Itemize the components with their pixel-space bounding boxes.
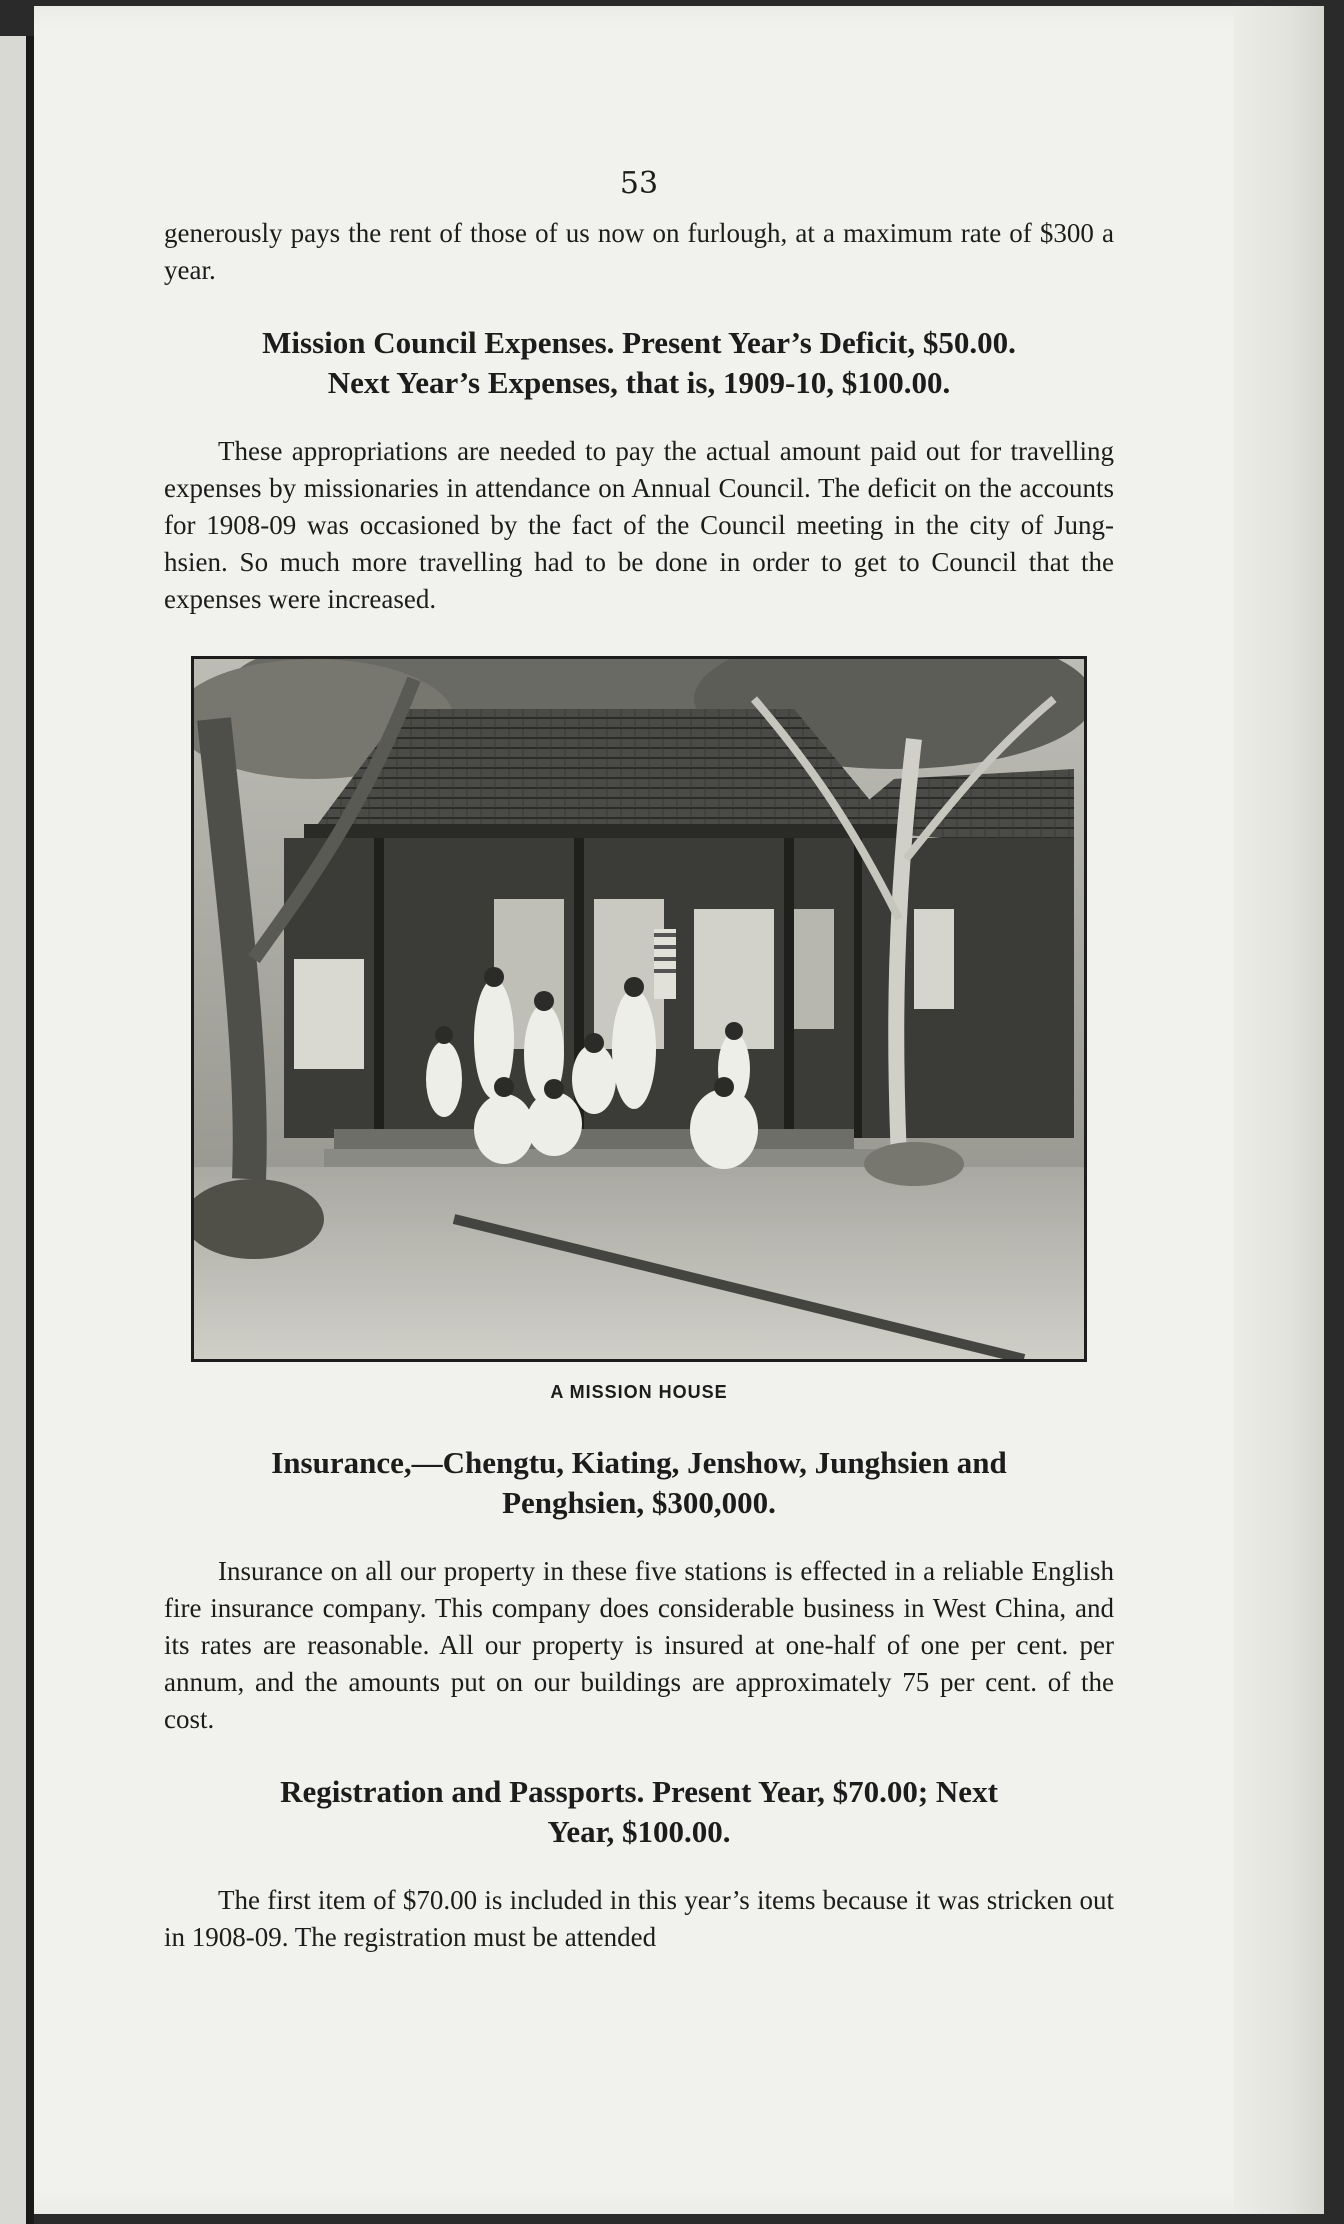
section-heading-registration-line1: Registration and Passports. Present Year, $70.00; Next	[280, 1774, 998, 1809]
intro-paragraph: generously pays the rent of those of us now on furlough, at a maximum rate of $300 a year.	[164, 218, 1114, 285]
section-heading-council-line1: Mission Council Expenses. Present Year’s Deficit, $50.00.	[262, 325, 1016, 360]
section-heading-insurance-line2: Penghsien, $300,000.	[502, 1485, 776, 1520]
section-body-registration: The first item of $70.00 is included in this year’s items because it was stricken out in 1908-09. The registration must be attended	[164, 1885, 1114, 1952]
section-heading-registration-line2: Year, $100.00.	[547, 1814, 731, 1849]
section-body-council: These appropriations are needed to pay the actual amount paid out for travelling expenses by missionaries in attendance on Annual Council. The deficit on the accounts for 1908-09 was occasioned by the fact of the Council meeting in the city of Jung-hsien. So much more travelling had to be done in order to get to Council that the expenses were increased.	[164, 436, 1114, 614]
mission-house-photo	[191, 656, 1087, 1362]
section-heading-insurance	[164, 1443, 1114, 1523]
section-heading-registration	[164, 1772, 1114, 1852]
book-page	[34, 6, 1324, 2214]
photo-illustration	[194, 659, 1084, 1359]
section-heading-insurance-line1: Insurance,—Chengtu, Kiating, Jenshow, Junghsien and	[271, 1445, 1007, 1480]
figure-caption: A MISSION HOUSE	[550, 1382, 728, 1402]
facing-page-edge	[0, 36, 26, 2224]
section-heading-council	[164, 323, 1114, 403]
page-content	[164, 166, 1114, 1956]
section-heading-council-line2: Next Year’s Expenses, that is, 1909-10, $100.00.	[327, 365, 951, 400]
section-body-insurance: Insurance on all our property in these five stations is effected in a reliable English fire insurance company. This company does considerable business in West China, and its rates are reasonable. All our property is insured at one-half of one per cent. per annum, and the amounts put on our buildings are approximately 75 per cent. of the cost.	[164, 1556, 1114, 1734]
page-number: 53	[619, 166, 659, 201]
book-gutter	[26, 36, 34, 2224]
page-edge-shading	[1234, 6, 1324, 2214]
